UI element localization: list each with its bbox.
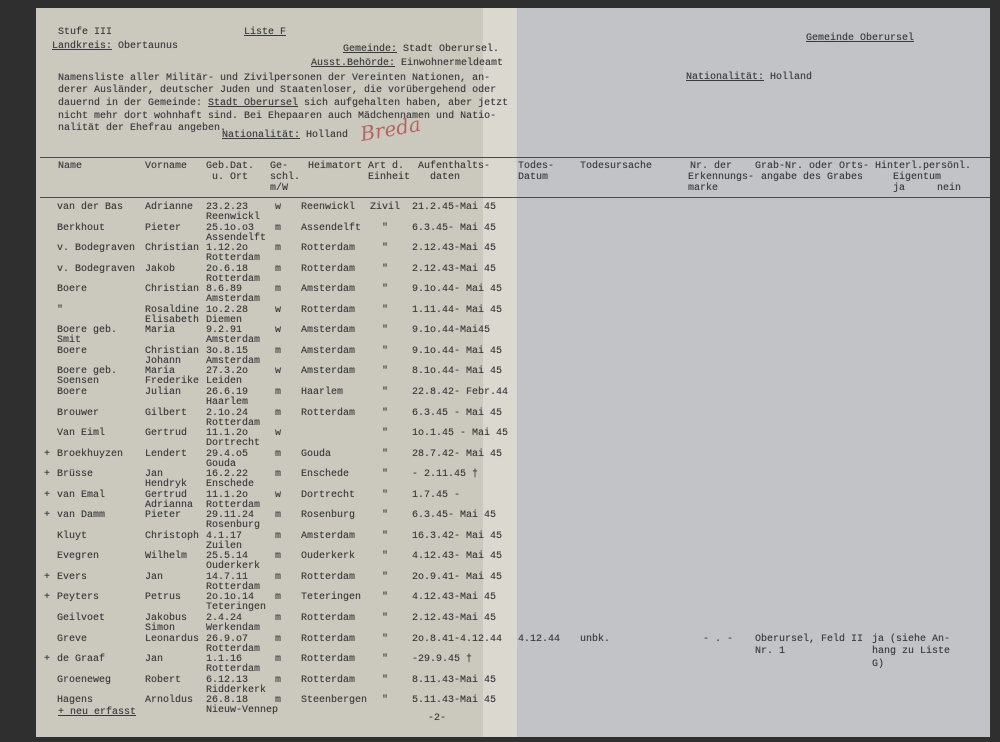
- row-birth-date: 1o.2.28: [206, 304, 249, 316]
- row-sex: m: [274, 530, 281, 542]
- row-name: van Emal: [57, 489, 106, 501]
- row-property-line: G): [872, 658, 885, 670]
- row-stay-dates: 9.1o.44- Mai 45: [412, 345, 503, 357]
- footer-note: + neu erfasst: [58, 707, 137, 718]
- row-birth-place: Werkendam: [206, 623, 261, 634]
- table-row: [0, 408, 990, 429]
- row-name: van der Bas: [57, 202, 124, 213]
- col-header-cause-of-death: Todesursache: [580, 161, 653, 172]
- row-birth-place: Ouderkerk: [206, 561, 261, 573]
- row-first-name: Christoph: [145, 530, 200, 542]
- row-hometown: Rotterdam: [301, 571, 356, 583]
- row-hometown: Haarlem: [301, 386, 344, 398]
- table-row: [0, 284, 990, 305]
- row-property-line: ja (siehe An-: [872, 633, 951, 645]
- table-row: [0, 428, 990, 449]
- row-sex: m: [274, 510, 281, 522]
- row-first-name: Julian: [145, 386, 182, 398]
- row-birth-date: 29.4.o5: [206, 448, 249, 460]
- row-first-name: Jan: [145, 469, 164, 481]
- row-birth-place: Enschede: [206, 479, 255, 491]
- row-name: Greve: [57, 633, 88, 645]
- col-header-birth: Geb.Dat.: [206, 161, 255, 172]
- row-birth-date: 26.6.19: [206, 386, 249, 398]
- row-name: Berkhout: [57, 222, 106, 234]
- row-birth-place: Dortrecht: [206, 438, 261, 450]
- row-hometown: Teteringen: [301, 592, 362, 604]
- row-name-line2: Smit: [57, 335, 82, 347]
- row-first-name-line2: Elisabeth: [145, 314, 200, 326]
- new-entry-marker: +: [44, 469, 51, 481]
- row-first-name: Gilbert: [145, 407, 188, 419]
- row-unit: ": [381, 510, 388, 522]
- col-header-property-no: nein: [937, 183, 962, 194]
- row-sex: m: [274, 695, 281, 707]
- row-unit: ": [381, 571, 388, 583]
- row-name: Boere: [57, 386, 88, 398]
- row-sex: m: [274, 592, 281, 604]
- row-birth-date: 2.1o.24: [206, 407, 249, 419]
- row-unit: ": [381, 448, 388, 460]
- row-sex: w: [274, 366, 281, 378]
- row-birth-place: Rotterdam: [206, 417, 261, 429]
- intro-line-part: sich aufgehalten haben, aber jetzt: [298, 98, 509, 109]
- row-grave-line: Oberursel, Feld II: [755, 633, 864, 645]
- nationality-right-label: Nationalität:: [686, 72, 765, 83]
- table-row: [0, 490, 990, 511]
- row-unit: ": [381, 674, 388, 686]
- row-stay-dates: - 2.11.45 †: [412, 469, 479, 481]
- row-name-line2: Soensen: [57, 376, 100, 388]
- col-header-death-date: Datum: [518, 172, 549, 183]
- row-id-tag: - . -: [703, 633, 734, 645]
- table-row: [0, 366, 990, 387]
- intro-place: Stadt Oberursel: [208, 98, 299, 109]
- row-sex: m: [274, 448, 281, 460]
- row-unit: ": [381, 222, 388, 234]
- row-name: Boere geb.: [57, 366, 118, 378]
- row-first-name: Adrianne: [145, 202, 194, 213]
- row-birth-date: 25.5.14: [206, 551, 249, 563]
- row-name: Hagens: [57, 695, 94, 707]
- row-birth-place: Ridderkerk: [206, 684, 267, 696]
- row-first-name-line2: Adrianna: [145, 499, 194, 511]
- table-row: [0, 223, 990, 244]
- table-row: [0, 449, 990, 470]
- row-birth-date: 26.8.18: [206, 695, 249, 707]
- row-name: Brüsse: [57, 469, 94, 481]
- row-birth-place: Amsterdam: [206, 335, 261, 347]
- row-unit: ": [381, 633, 388, 645]
- row-birth-place: Rotterdam: [206, 581, 261, 593]
- row-stay-dates: 8.1o.44- Mai 45: [412, 366, 503, 378]
- row-stay-dates: 22.8.42- Febr.44: [412, 386, 509, 398]
- row-birth-date: 11.1.2o: [206, 489, 249, 501]
- row-unit: ": [381, 469, 388, 481]
- row-birth-date: 27.3.2o: [206, 366, 249, 378]
- row-stay-dates: 4.12.43- Mai 45: [412, 551, 503, 563]
- row-birth-place: Rosenburg: [206, 520, 261, 532]
- row-birth-place: Nieuw-Vennep: [206, 705, 279, 717]
- row-stay-dates: -29.9.45 †: [412, 654, 473, 666]
- table-row: [0, 531, 990, 552]
- row-first-name: Petrus: [145, 592, 182, 604]
- table-row: [0, 654, 990, 675]
- new-entry-marker: +: [44, 654, 51, 666]
- row-name: v. Bodegraven: [57, 263, 136, 275]
- row-hometown: Dortrecht: [301, 489, 356, 501]
- landkreis-value: Obertaunus: [112, 41, 179, 52]
- row-first-name: Pieter: [145, 222, 182, 234]
- row-hometown: Rotterdam: [301, 674, 356, 686]
- row-first-name-line2: Frederike: [145, 376, 200, 388]
- row-sex: m: [274, 386, 281, 398]
- gemeinde-label: Gemeinde:: [343, 44, 398, 55]
- authority-label: Ausst.Behörde:: [311, 58, 396, 69]
- row-sex: m: [274, 613, 281, 624]
- row-birth-place: Teteringen: [206, 602, 267, 614]
- row-sex: m: [274, 345, 281, 357]
- row-birth-place: Diemen: [206, 314, 243, 326]
- row-birth-place: Haarlem: [206, 396, 249, 408]
- row-sex: m: [274, 633, 281, 645]
- row-unit: ": [381, 592, 388, 604]
- row-stay-dates: 2.12.43-Mai 45: [412, 613, 497, 624]
- row-first-name: Jakobus: [145, 613, 188, 624]
- col-header-property: Eigentum: [893, 172, 942, 183]
- row-first-name: Jakob: [145, 263, 176, 275]
- table-row: [0, 469, 990, 490]
- row-name: v. Bodegraven: [57, 243, 136, 255]
- table-row: [0, 346, 990, 367]
- row-name: Boere: [57, 284, 88, 296]
- row-stay-dates: 2o.8.41-4.12.44: [412, 633, 503, 645]
- col-header-vorname: Vorname: [145, 161, 188, 172]
- table-row: [0, 675, 990, 696]
- table-row: [0, 387, 990, 408]
- list-title: Liste F: [244, 27, 287, 38]
- row-sex: m: [274, 571, 281, 583]
- row-stay-dates: 2.12.43-Mai 45: [412, 243, 497, 255]
- table-row: [0, 325, 990, 346]
- row-name: Groeneweg: [57, 674, 112, 686]
- row-unit: ": [381, 695, 388, 707]
- row-birth-date: 9.2.91: [206, 325, 243, 337]
- row-unit: ": [381, 551, 388, 563]
- row-name: ": [57, 304, 64, 316]
- col-header-unit: Einheit: [368, 172, 411, 183]
- row-unit: ": [381, 489, 388, 501]
- row-sex: m: [274, 222, 281, 234]
- row-unit: ": [381, 284, 388, 296]
- row-first-name: Lendert: [145, 448, 188, 460]
- stufe-label: Stufe III: [58, 27, 113, 38]
- row-name: de Graaf: [57, 654, 106, 666]
- row-birth-date: 29.11.24: [206, 510, 255, 522]
- col-header-sex: Ge-: [270, 161, 289, 172]
- row-birth-date: 2.4.24: [206, 613, 243, 624]
- row-birth-date: 25.1o.o3: [206, 222, 255, 234]
- row-first-name: Robert: [145, 674, 182, 686]
- row-first-name: Wilhelm: [145, 551, 188, 563]
- intro-line-part: dauernd in der Gemeinde:: [58, 98, 209, 109]
- intro-line: derer Ausländer, deutscher Juden und Staatenloser, die vorübergehend oder: [58, 85, 497, 96]
- col-header-birth: u. Ort: [212, 172, 249, 183]
- table-row: [0, 264, 990, 285]
- col-header-grave: angabe des Grabes: [761, 172, 864, 183]
- row-birth-date: 11.1.2o: [206, 428, 249, 440]
- col-header-property: Hinterl.persönl.: [875, 161, 972, 172]
- row-name: Peyters: [57, 592, 100, 604]
- col-header-name: Name: [58, 161, 83, 172]
- row-birth-place: Rotterdam: [206, 273, 261, 285]
- row-unit: ": [381, 428, 388, 440]
- row-sex: w: [274, 489, 281, 501]
- intro-line: nalität der Ehefrau angeben.: [58, 123, 227, 134]
- row-name: Evers: [57, 571, 88, 583]
- row-sex: w: [274, 428, 281, 440]
- row-cause-of-death: unbk.: [580, 633, 611, 645]
- row-sex: w: [274, 325, 281, 337]
- row-name: Brouwer: [57, 407, 100, 419]
- row-first-name-line2: Hendryk: [145, 479, 188, 491]
- handwritten-note: Breda: [358, 111, 423, 147]
- intro-line: nicht mehr dort wohnhaft sind. Bei Ehepaaren auch Mädchennamen und Natio-: [58, 111, 497, 122]
- row-stay-dates: 21.2.45-Mai 45: [412, 202, 497, 213]
- row-birth-date: 8.6.89: [206, 284, 243, 296]
- row-hometown: Assendelft: [301, 222, 362, 234]
- intro-line: Namensliste aller Militär- und Zivilpersonen der Vereinten Nationen, an-: [58, 73, 491, 84]
- new-entry-marker: +: [44, 448, 51, 460]
- new-entry-marker: +: [44, 489, 51, 501]
- row-birth-place: Assendelft: [206, 232, 267, 244]
- row-first-name: Jan: [145, 654, 164, 666]
- row-unit: ": [381, 243, 388, 255]
- row-unit: ": [381, 530, 388, 542]
- col-header-id-tag: marke: [688, 183, 719, 194]
- row-sex: m: [274, 551, 281, 563]
- row-stay-dates: 6.3.45- Mai 45: [412, 510, 497, 522]
- row-unit: ": [381, 366, 388, 378]
- row-first-name: Jan: [145, 571, 164, 583]
- row-birth-place: Leiden: [206, 376, 243, 388]
- table-row: [0, 695, 990, 716]
- col-header-hometown: Heimatort: [308, 161, 363, 172]
- col-header-id-tag: Erkennungs-: [688, 172, 755, 183]
- page-number: -2-: [428, 713, 447, 724]
- row-first-name: Pieter: [145, 510, 182, 522]
- row-first-name: Gertrud: [145, 489, 188, 501]
- row-first-name: Rosaldine: [145, 304, 200, 316]
- nationality-value: Holland: [300, 130, 349, 141]
- row-stay-dates: 1o.1.45 - Mai 45: [412, 428, 509, 440]
- row-first-name-line2: Johann: [145, 355, 182, 367]
- col-header-unit: Art d.: [368, 161, 405, 172]
- row-birth-date: 3o.8.15: [206, 345, 249, 357]
- row-sex: m: [274, 263, 281, 275]
- landkreis-label: Landkreis:: [52, 41, 113, 52]
- row-stay-dates: 28.7.42- Mai 45: [412, 448, 503, 460]
- row-hometown: Reenwickl: [301, 202, 356, 213]
- row-name: van Damm: [57, 510, 106, 522]
- authority-value: Einwohnermeldeamt: [395, 58, 504, 69]
- row-stay-dates: 5.11.43-Mai 45: [412, 695, 497, 707]
- row-first-name: Christian: [145, 345, 200, 357]
- new-entry-marker: +: [44, 510, 51, 522]
- row-birth-place: Rotterdam: [206, 499, 261, 511]
- row-name: Broekhuyzen: [57, 448, 124, 460]
- row-birth-date: 16.2.22: [206, 469, 249, 481]
- row-hometown: Rotterdam: [301, 263, 356, 275]
- new-entry-marker: +: [44, 571, 51, 583]
- row-first-name: Leonardus: [145, 633, 200, 645]
- col-header-property-yes: ja: [893, 183, 906, 194]
- row-first-name: Maria: [145, 325, 176, 337]
- row-birth-place: Zuilen: [206, 540, 243, 552]
- row-stay-dates: 6.3.45- Mai 45: [412, 222, 497, 234]
- col-header-stay: Aufenthalts-: [418, 161, 491, 172]
- row-stay-dates: 16.3.42- Mai 45: [412, 530, 503, 542]
- row-stay-dates: 8.11.43-Mai 45: [412, 674, 497, 686]
- row-first-name: Christian: [145, 243, 200, 255]
- row-birth-place: Gouda: [206, 458, 237, 470]
- row-birth-place: Rotterdam: [206, 643, 261, 655]
- col-header-sex: m/W: [270, 183, 289, 194]
- row-hometown: Rotterdam: [301, 613, 356, 624]
- gemeinde-right-title: Gemeinde Oberursel: [806, 33, 915, 44]
- row-birth-date: 14.7.11: [206, 571, 249, 583]
- row-birth-place: Rotterdam: [206, 253, 261, 265]
- col-header-id-tag: Nr. der: [690, 161, 733, 172]
- row-name: Evegren: [57, 551, 100, 563]
- row-name: Boere geb.: [57, 325, 118, 337]
- row-birth-date: 4.1.17: [206, 530, 243, 542]
- row-sex: m: [274, 674, 281, 686]
- row-stay-dates: 2.12.43-Mai 45: [412, 263, 497, 275]
- table-row: [0, 572, 990, 593]
- row-unit: ": [381, 325, 388, 337]
- row-birth-date: 2o.6.18: [206, 263, 249, 275]
- row-birth-place: Rotterdam: [206, 664, 261, 676]
- row-stay-dates: 9.1o.44-Mai45: [412, 325, 491, 337]
- row-hometown: Rotterdam: [301, 407, 356, 419]
- row-hometown: Rotterdam: [301, 633, 356, 645]
- table-row: [0, 305, 990, 326]
- col-header-death-date: Todes-: [518, 161, 555, 172]
- row-birth-date: 1.12.2o: [206, 243, 249, 255]
- row-unit: ": [381, 613, 388, 624]
- table-row: [0, 243, 990, 264]
- row-name: Van Eiml: [57, 428, 106, 440]
- row-name: Geilvoet: [57, 613, 106, 624]
- nationality-right-value: Holland: [764, 72, 813, 83]
- col-header-grave: Grab-Nr. oder Orts-: [755, 161, 870, 172]
- row-birth-place: Amsterdam: [206, 355, 261, 367]
- row-first-name: Maria: [145, 366, 176, 378]
- row-unit: ": [381, 263, 388, 275]
- row-grave-line: Nr. 1: [755, 646, 786, 658]
- row-sex: w: [274, 202, 281, 213]
- row-first-name: Arnoldus: [145, 695, 194, 707]
- gemeinde-value: Stadt Oberursel.: [397, 44, 500, 55]
- row-unit: ": [381, 345, 388, 357]
- row-stay-dates: 1.11.44- Mai 45: [412, 304, 503, 316]
- row-birth-date: 23.2.23: [206, 202, 249, 213]
- row-hometown: Amsterdam: [301, 325, 356, 337]
- nationality-label: Nationalität:: [222, 130, 301, 141]
- row-hometown: Rotterdam: [301, 304, 356, 316]
- new-entry-marker: +: [44, 592, 51, 604]
- table-row: [0, 202, 990, 223]
- table-row: [0, 592, 990, 613]
- row-birth-date: 6.12.13: [206, 674, 249, 686]
- col-header-sex: schl.: [270, 172, 301, 183]
- row-name: Boere: [57, 345, 88, 357]
- row-hometown: Rosenburg: [301, 510, 356, 522]
- row-first-name: Christian: [145, 284, 200, 296]
- row-stay-dates: 9.1o.44- Mai 45: [412, 284, 503, 296]
- table-row: [0, 551, 990, 572]
- row-property-line: hang zu Liste: [872, 646, 951, 658]
- row-sex: m: [274, 243, 281, 255]
- col-header-stay: daten: [430, 172, 461, 183]
- row-birth-place: Amsterdam: [206, 294, 261, 306]
- table-row: [0, 613, 990, 634]
- row-sex: m: [274, 284, 281, 296]
- row-stay-dates: 4.12.43-Mai 45: [412, 592, 497, 604]
- row-unit: ": [381, 407, 388, 419]
- row-sex: m: [274, 407, 281, 419]
- row-hometown: Enschede: [301, 469, 350, 481]
- row-first-name: Gertrud: [145, 428, 188, 440]
- row-first-name-line2: Simon: [145, 623, 176, 634]
- row-birth-date: 2o.1o.14: [206, 592, 255, 604]
- table-row: [0, 510, 990, 531]
- row-hometown: Amsterdam: [301, 345, 356, 357]
- row-unit: Zivil: [369, 202, 400, 213]
- row-birth-place: Reenwickl: [206, 212, 261, 223]
- row-hometown: Rotterdam: [301, 243, 356, 255]
- row-hometown: Amsterdam: [301, 366, 356, 378]
- row-unit: ": [381, 654, 388, 666]
- row-hometown: Steenbergen: [301, 695, 368, 707]
- row-hometown: Amsterdam: [301, 530, 356, 542]
- row-unit: ": [381, 386, 388, 398]
- row-stay-dates: 2o.9.41- Mai 45: [412, 571, 503, 583]
- row-name: Kluyt: [57, 530, 88, 542]
- row-death-date: 4.12.44: [518, 633, 561, 645]
- row-hometown: Gouda: [301, 448, 332, 460]
- row-sex: m: [274, 654, 281, 666]
- row-hometown: Ouderkerk: [301, 551, 356, 563]
- row-stay-dates: 6.3.45 - Mai 45: [412, 407, 503, 419]
- row-sex: m: [274, 469, 281, 481]
- row-unit: ": [381, 304, 388, 316]
- row-birth-date: 26.9.o7: [206, 633, 249, 645]
- row-hometown: Amsterdam: [301, 284, 356, 296]
- row-hometown: Rotterdam: [301, 654, 356, 666]
- row-stay-dates: 1.7.45 -: [412, 489, 461, 501]
- row-birth-date: 1.1.16: [206, 654, 243, 666]
- row-sex: w: [274, 304, 281, 316]
